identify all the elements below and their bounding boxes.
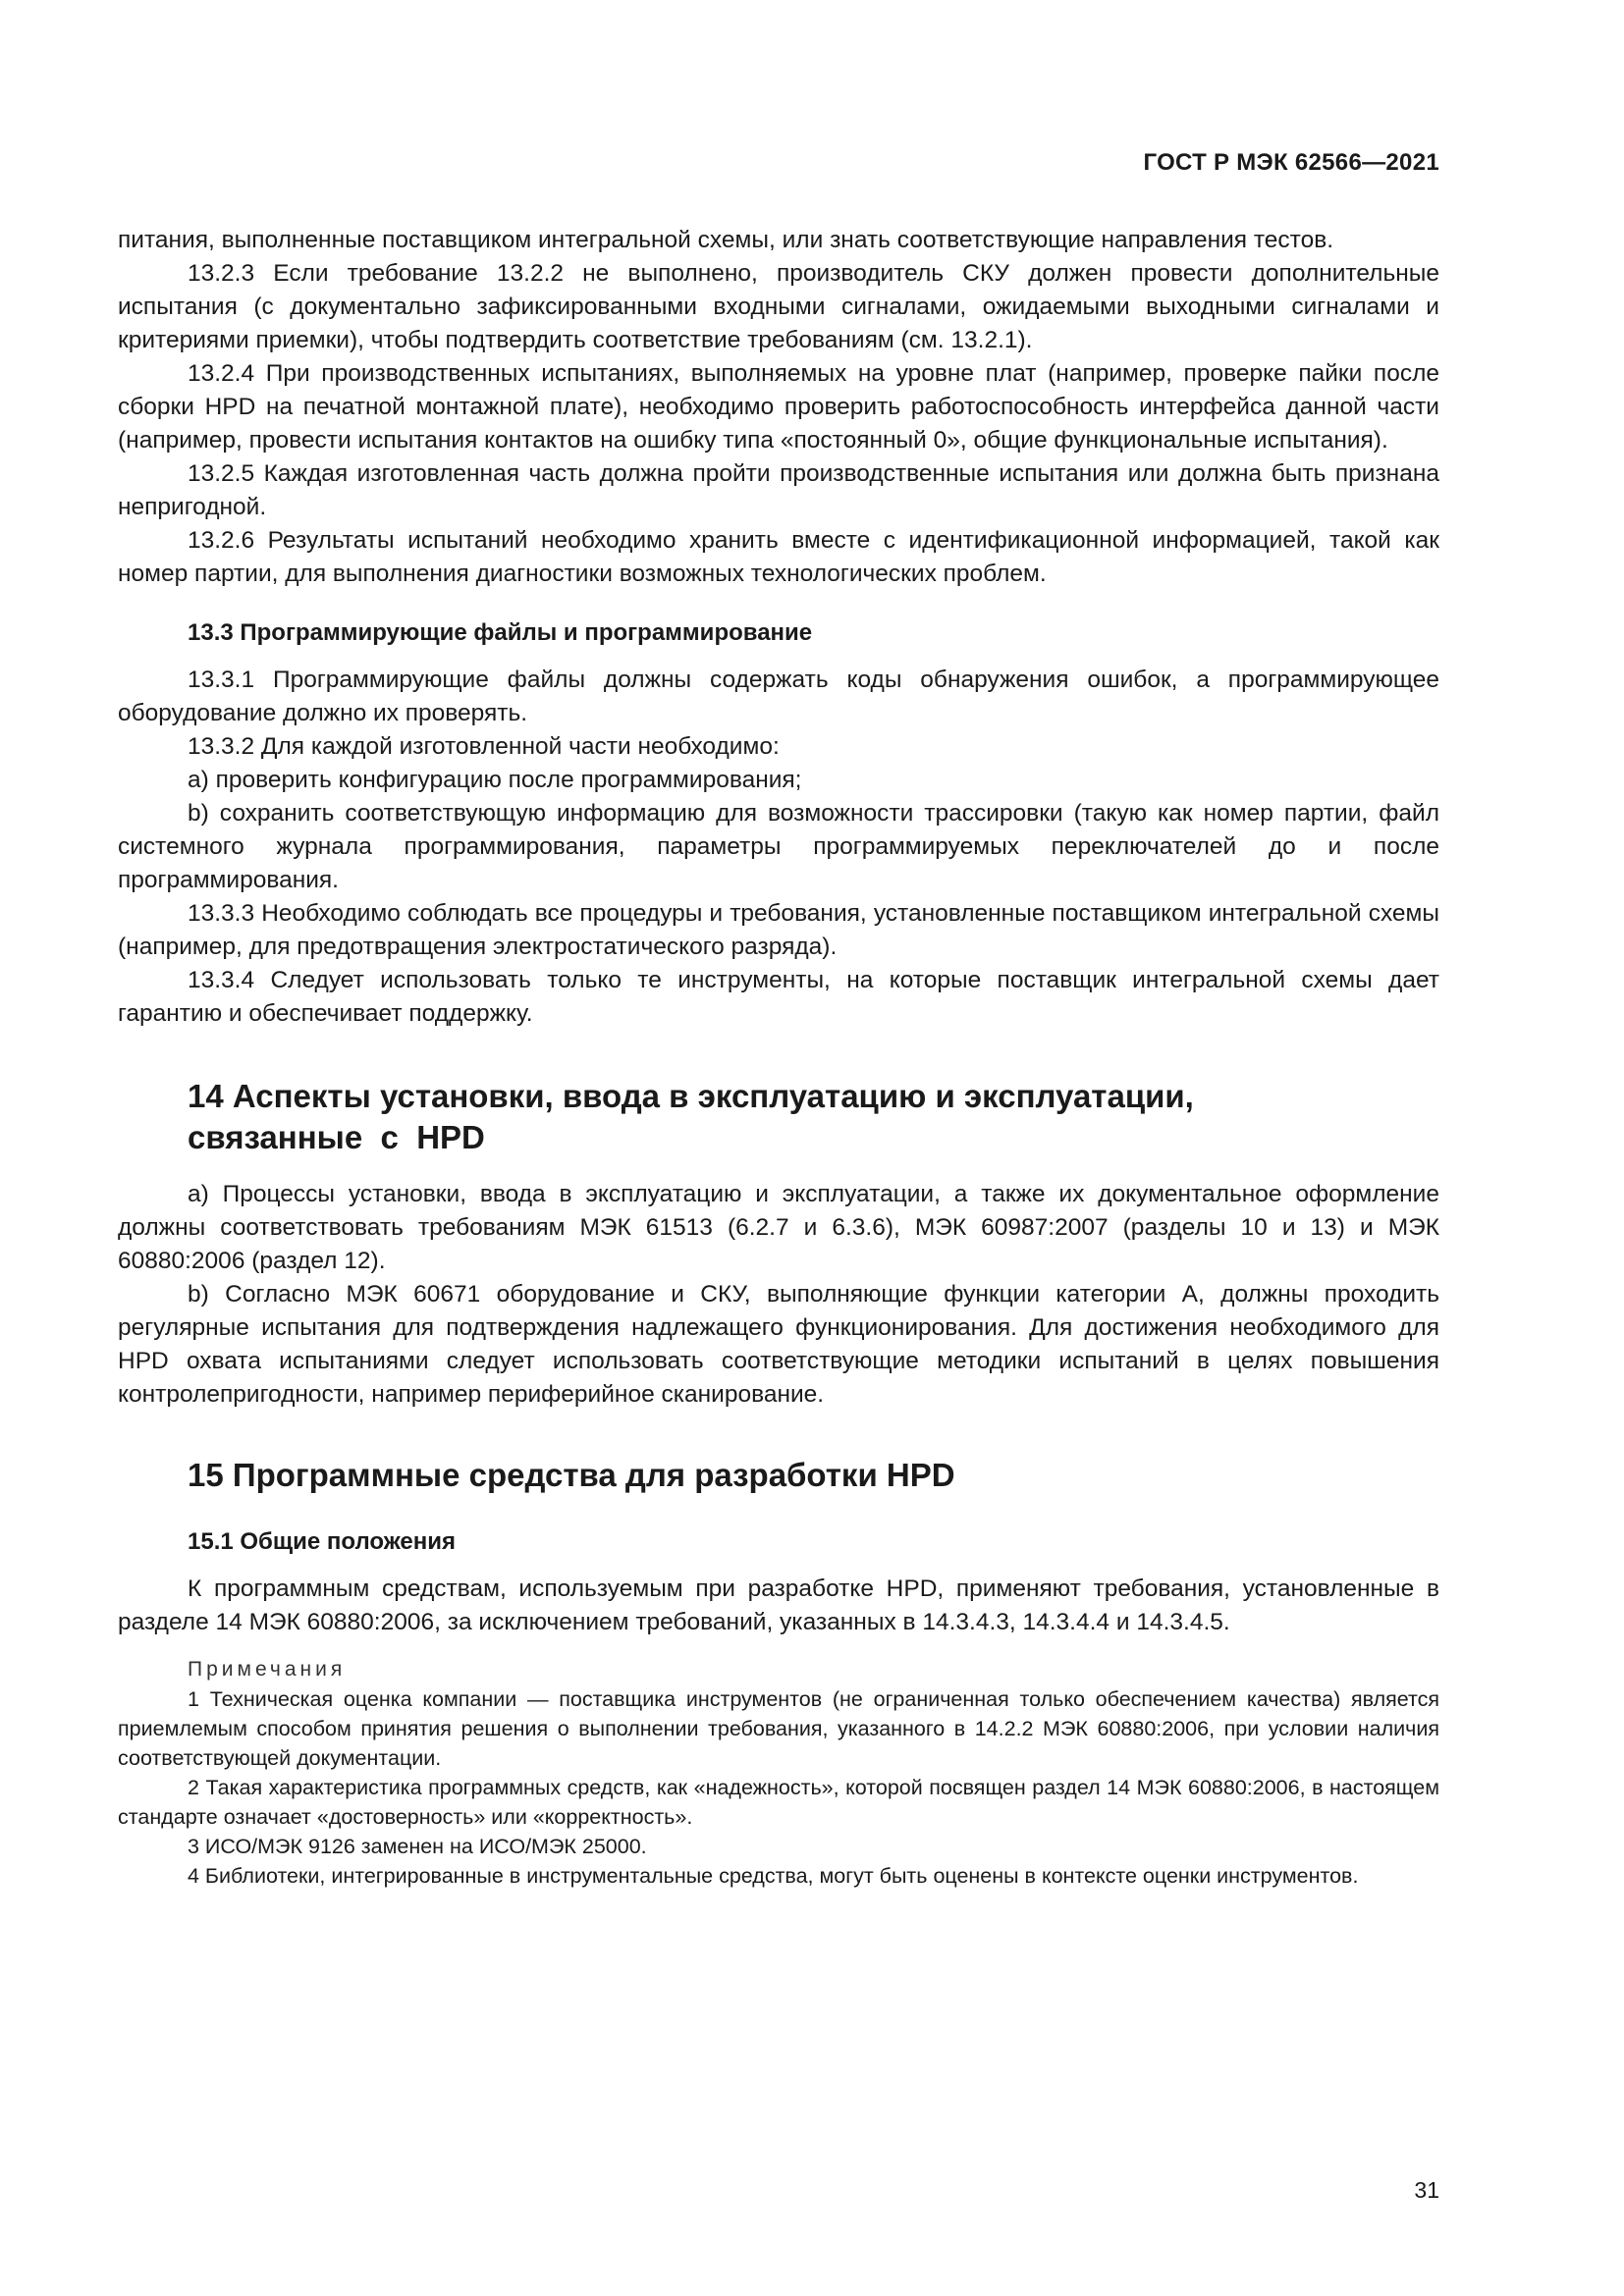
note-3: 3 ИСО/МЭК 9126 заменен на ИСО/МЭК 25000. bbox=[188, 1835, 647, 1858]
paragraph-13-3-1: 13.3.1 Программирующие файлы должны содержать коды обнаружения ошибок, а программирующее оборудование должно их проверять. bbox=[118, 667, 1439, 726]
document-id-header: ГОСТ Р МЭК 62566—2021 bbox=[1143, 149, 1439, 176]
section-heading-14 bbox=[188, 1076, 1439, 1158]
page-body bbox=[118, 224, 1439, 1891]
paragraph-13-3-3: 13.3.3 Необходимо соблюдать все процедуры и требования, установленные поставщиком интегральной схемы (например, для предотвращения электростатического разряда). bbox=[118, 900, 1439, 960]
note-4: 4 Библиотеки, интегрированные в инструментальные средства, могут быть оценены в контексте оценки инструментов. bbox=[188, 1864, 1359, 1888]
section-heading-14-line2: связанные с HPD bbox=[188, 1119, 485, 1155]
section-heading-15-1: 15.1 Общие положения bbox=[188, 1528, 457, 1555]
note-1: 1 Техническая оценка компании — поставщика инструментов (не ограниченная только обеспечением качества) является приемлемым способом принятия решения о выполнении требования, указанного в 14.2.2 МЭК 60880:2006, при условии наличия соответствующей документации. bbox=[118, 1687, 1439, 1770]
page-number: 31 bbox=[1414, 2177, 1439, 2203]
list-item-b: b) сохранить соответствующую информацию для возможности трассировки (такую как номер партии, файл системного журнала программирования, параметры программируемых переключателей до и после программирования. bbox=[118, 800, 1439, 893]
paragraph-15-1: К программным средствам, используемым при разработке HPD, применяют требования, установленные в разделе 14 МЭК 60880:2006, за исключением требований, указанных в 14.3.4.3, 14.3.4.4 и 14.3.4.5. bbox=[118, 1575, 1439, 1635]
section-heading-15: 15 Программные средства для разработки HPD bbox=[188, 1457, 955, 1493]
section-heading-13-3: 13.3 Программирующие файлы и программирование bbox=[188, 619, 813, 646]
section-heading-14-line1: 14 Аспекты установки, ввода в эксплуатацию и эксплуатации, bbox=[188, 1078, 1194, 1114]
paragraph-13-2-5: 13.2.5 Каждая изготовленная часть должна пройти производственные испытания или должна быть признана непригодной. bbox=[118, 460, 1439, 520]
paragraph-14-b: b) Согласно МЭК 60671 оборудование и СКУ, выполняющие функции категории А, должны проходить регулярные испытания для подтверждения надлежащего функционирования. Для достижения необходимого для HPD охвата испытаниями следует использовать соответствующие методики испытаний в целях повышения контролепригодности, например периферийное сканирование. bbox=[118, 1281, 1439, 1408]
notes-title: Примечания bbox=[188, 1658, 347, 1681]
paragraph-14-a: a) Процессы установки, ввода в эксплуатацию и эксплуатации, а также их документальное оформление должны соответствовать требованиям МЭК 61513 (6.2.7 и 6.3.6), МЭК 60987:2007 (разделы 10 и 13) и МЭК 60880:2006 (раздел 12). bbox=[118, 1181, 1439, 1274]
paragraph-13-2-3: 13.2.3 Если требование 13.2.2 не выполнено, производитель СКУ должен провести дополнительные испытания (с документально зафиксированными входными сигналами, ожидаемыми выходными сигналами и критериями приемки), чтобы подтвердить соответствие требованиям (см. 13.2.1). bbox=[118, 260, 1439, 353]
paragraph-13-3-2: 13.3.2 Для каждой изготовленной части необходимо: bbox=[188, 733, 780, 760]
paragraph-13-2-6: 13.2.6 Результаты испытаний необходимо хранить вместе с идентификационной информацией, такой как номер партии, для выполнения диагностики возможных технологических проблем. bbox=[118, 527, 1439, 587]
paragraph-continuation: питания, выполненные поставщиком интегральной схемы, или знать соответствующие направления тестов. bbox=[118, 227, 1334, 253]
note-2: 2 Такая характеристика программных средств, как «надежность», которой посвящен раздел 14 МЭК 60880:2006, в настоящем стандарте означает «достоверность» или «корректность». bbox=[118, 1776, 1439, 1829]
paragraph-13-3-4: 13.3.4 Следует использовать только те инструменты, на которые поставщик интегральной схемы дает гарантию и обеспечивает поддержку. bbox=[118, 967, 1439, 1027]
list-item-a: a) проверить конфигурацию после программирования; bbox=[188, 767, 802, 793]
paragraph-13-2-4: 13.2.4 При производственных испытаниях, выполняемых на уровне плат (например, проверке пайки после сборки HPD на печатной монтажной плате), необходимо проверить работоспособность интерфейса данной части (например, провести испытания контактов на ошибку типа «постоянный 0», общие функциональные испытания). bbox=[118, 360, 1439, 454]
